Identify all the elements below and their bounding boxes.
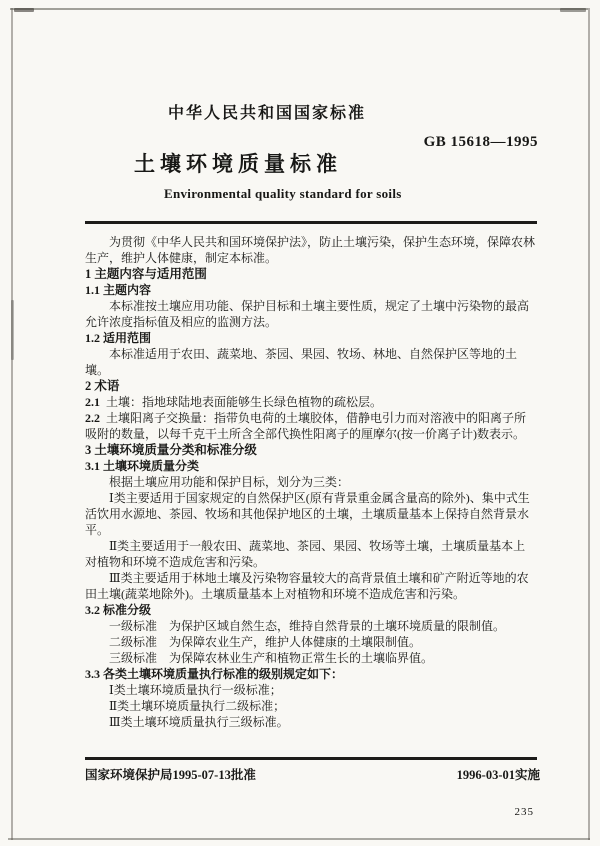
document-title-cn: 土壤环境质量标准 [134,152,342,176]
grade-1-paragraph: 一级标准 为保护区域自然生态，维持自然背景的土壤环境质量的限制值。 [109,619,506,633]
section-2-heading: 2 术语 [85,379,120,393]
clause-2-2-number: 2.2 [85,411,100,425]
national-standard-label: 中华人民共和国国家标准 [168,105,367,122]
soil-class-2-paragraph: Ⅱ类主要适用于一般农田、蔬菜地、茶园、果园、牧场等土壤，土壤质量基本上对植物和环境不造成危害和污染。 [85,539,526,569]
footer-rule [85,757,537,760]
header-rule [85,221,537,224]
implementation-date: 1996-03-01实施 [456,768,540,782]
approval-statement: 国家环境保护局1995-07-13批准 [85,768,256,782]
execution-class-3-paragraph: Ⅲ类土壤环境质量执行三级标准。 [109,715,289,729]
scan-edge-left [11,8,13,840]
scan-edge-right [588,8,590,840]
section-1-2-paragraph: 本标准适用于农田、蔬菜地、茶园、果园、牧场、林地、自然保护区等地的土壤。 [85,347,518,377]
scan-artifact [14,8,34,12]
scan-edge-bottom [8,838,590,840]
section-3-3-heading: 3.3 各类土壤环境质量执行标准的级别规定如下： [85,667,344,681]
clause-2-2-text: 土壤阳离子交换量：指带负电荷的土壤胶体，借静电引力而对溶液中的阳离子所吸附的数量，以每千克干土所含全部代换性阳离子的厘摩尔(按一价离子计)数表示。 [85,411,527,441]
execution-class-2-paragraph: Ⅱ类土壤环境质量执行二级标准； [109,699,286,713]
section-3-1-intro: 根据土壤应用功能和保护目标，划分为三类： [109,475,350,489]
clause-2-1-number: 2.1 [85,395,100,409]
clause-2-1 [85,394,537,410]
document-body [85,234,537,730]
clause-2-1-text: 土壤：指地球陆地表面能够生长绿色植物的疏松层。 [106,395,383,409]
execution-class-1-paragraph: Ⅰ类土壤环境质量执行一级标准； [109,683,282,697]
section-3-2-heading: 3.2 标准分级 [85,603,152,617]
document-title-en: Environmental quality standard for soils [164,186,402,201]
section-1-1-heading: 1.1 主题内容 [85,283,152,297]
scan-artifact [11,300,14,360]
scan-artifact [560,8,586,12]
grade-3-paragraph: 三级标准 为保障农林业生产和植物正常生长的土壤临界值。 [109,651,434,665]
soil-class-1-paragraph: Ⅰ类主要适用于国家规定的自然保护区(原有背景重金属含量高的除外)、集中式生活饮用水源地、茶园、牧场和其他保护地区的土壤，土壤质量基本上保持自然背景水平。 [85,491,530,537]
scan-edge-top [10,8,588,10]
standard-code: GB 15618—1995 [423,134,538,150]
page-number: 235 [514,806,534,818]
clause-2-2 [85,410,537,442]
section-1-2-heading: 1.2 适用范围 [85,331,152,345]
intro-paragraph: 为贯彻《中华人民共和国环境保护法》，防止土壤污染，保护生态环境，保障农林生产，维护人体健康，制定本标准。 [85,235,536,265]
section-3-1-heading: 3.1 土壤环境质量分类 [85,459,200,473]
section-3-heading: 3 土壤环境质量分类和标准分级 [85,443,257,457]
grade-2-paragraph: 二级标准 为保障农业生产，维护人体健康的土壤限制值。 [109,635,422,649]
section-1-1-paragraph: 本标准按土壤应用功能、保护目标和土壤主要性质，规定了土壤中污染物的最高允许浓度指标值及相应的监测方法。 [85,299,530,329]
soil-class-3-paragraph: Ⅲ类主要适用于林地土壤及污染物容量较大的高背景值土壤和矿产附近等地的农田土壤(蔬菜地除外)。土壤质量基本上对植物和环境不造成危害和污染。 [85,571,529,601]
section-1-heading: 1 主题内容与适用范围 [85,267,207,281]
